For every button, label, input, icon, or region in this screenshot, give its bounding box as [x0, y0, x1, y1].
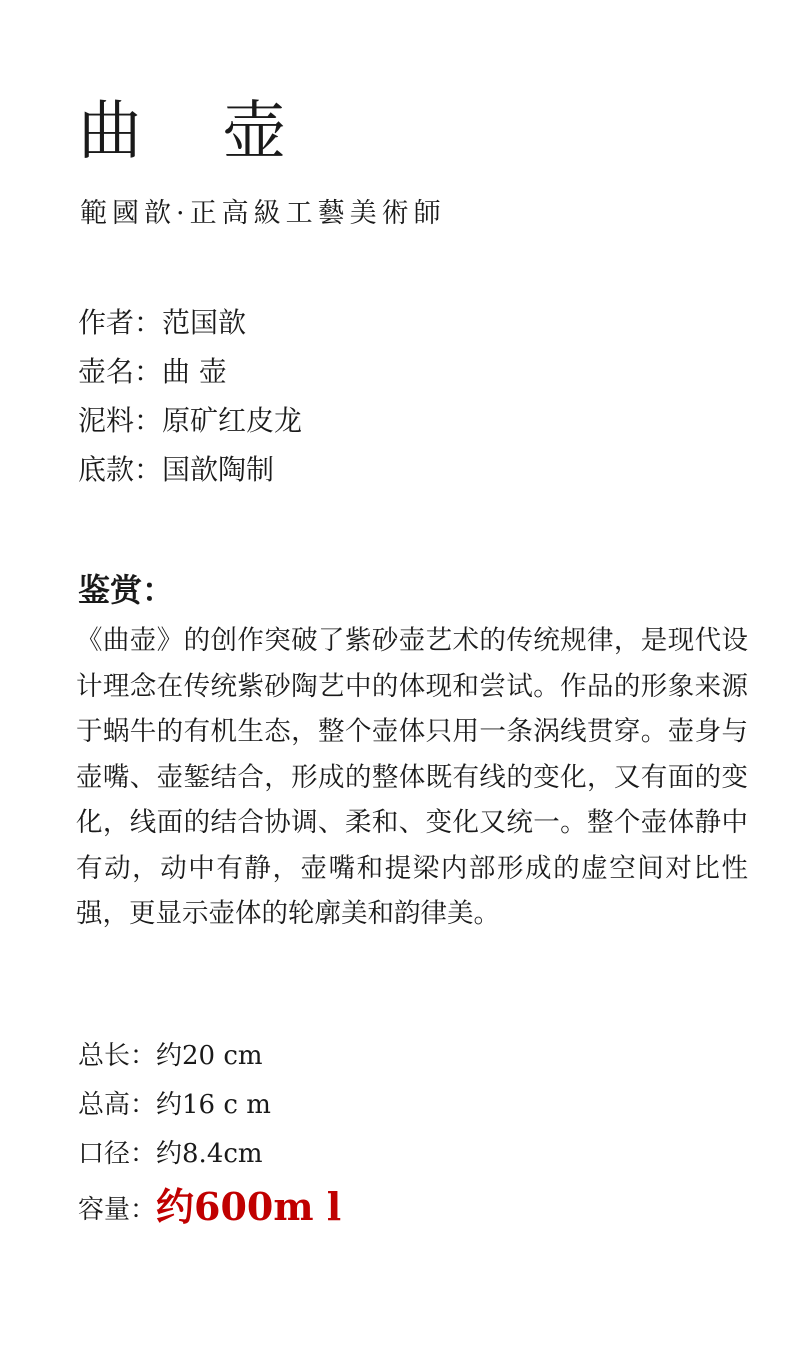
appreciation-text: 《曲壶》的创作突破了紫砂壶艺术的传统规律，是现代设计理念在传统紫砂陶艺中的体现和尝试。作品的形象来源于蜗牛的有机生态，整个壶体只用一条涡线贯穿。壶身与壶嘴、壶錾结合，形成的整体既有线的变化，又有面的变化，线面的结合协调、柔和、变化又统一。整个壶体静中有动，动中有静，壶嘴和提梁内部形成的虚空间对比性强，更显示壶体的轮廓美和韵律美。 [76, 625, 748, 929]
info-seal-value: 国歆陶制 [162, 453, 275, 486]
spec-mouth-diameter-label: 口径： [78, 1139, 157, 1169]
spec-capacity-value: 约600m l [156, 1184, 342, 1229]
info-author-value: 范国歆 [162, 306, 247, 339]
spec-length-value: 约20 cm [156, 1041, 263, 1071]
spec-height-label: 总高： [78, 1090, 157, 1120]
spec-length [78, 1036, 341, 1085]
spec-mouth-diameter-value: 约8.4cm [156, 1139, 263, 1169]
appreciation-heading: 鉴赏： [78, 571, 175, 609]
spec-capacity [78, 1179, 341, 1235]
info-author-label: 作者： [78, 306, 163, 339]
artist-subtitle: 範國歆·正高級工藝美術師 [80, 198, 446, 229]
spec-height [78, 1085, 341, 1134]
spec-mouth-diameter [78, 1134, 341, 1183]
info-pot-name [78, 352, 302, 401]
spec-height-value: 约16 c m [156, 1090, 271, 1120]
specs-list [78, 1036, 341, 1235]
info-author [78, 303, 302, 352]
page-title: 曲 壶 [78, 95, 317, 169]
info-clay-value: 原矿红皮龙 [162, 404, 303, 437]
info-pot-name-label: 壶名： [78, 355, 163, 388]
info-clay [78, 401, 302, 450]
spec-capacity-label: 容量： [78, 1195, 157, 1225]
info-seal-label: 底款： [78, 453, 163, 486]
info-pot-name-value: 曲 壶 [162, 355, 227, 388]
info-clay-label: 泥料： [78, 404, 163, 437]
info-seal [78, 450, 302, 499]
product-info-list [78, 303, 302, 499]
spec-length-label: 总长： [78, 1041, 157, 1071]
